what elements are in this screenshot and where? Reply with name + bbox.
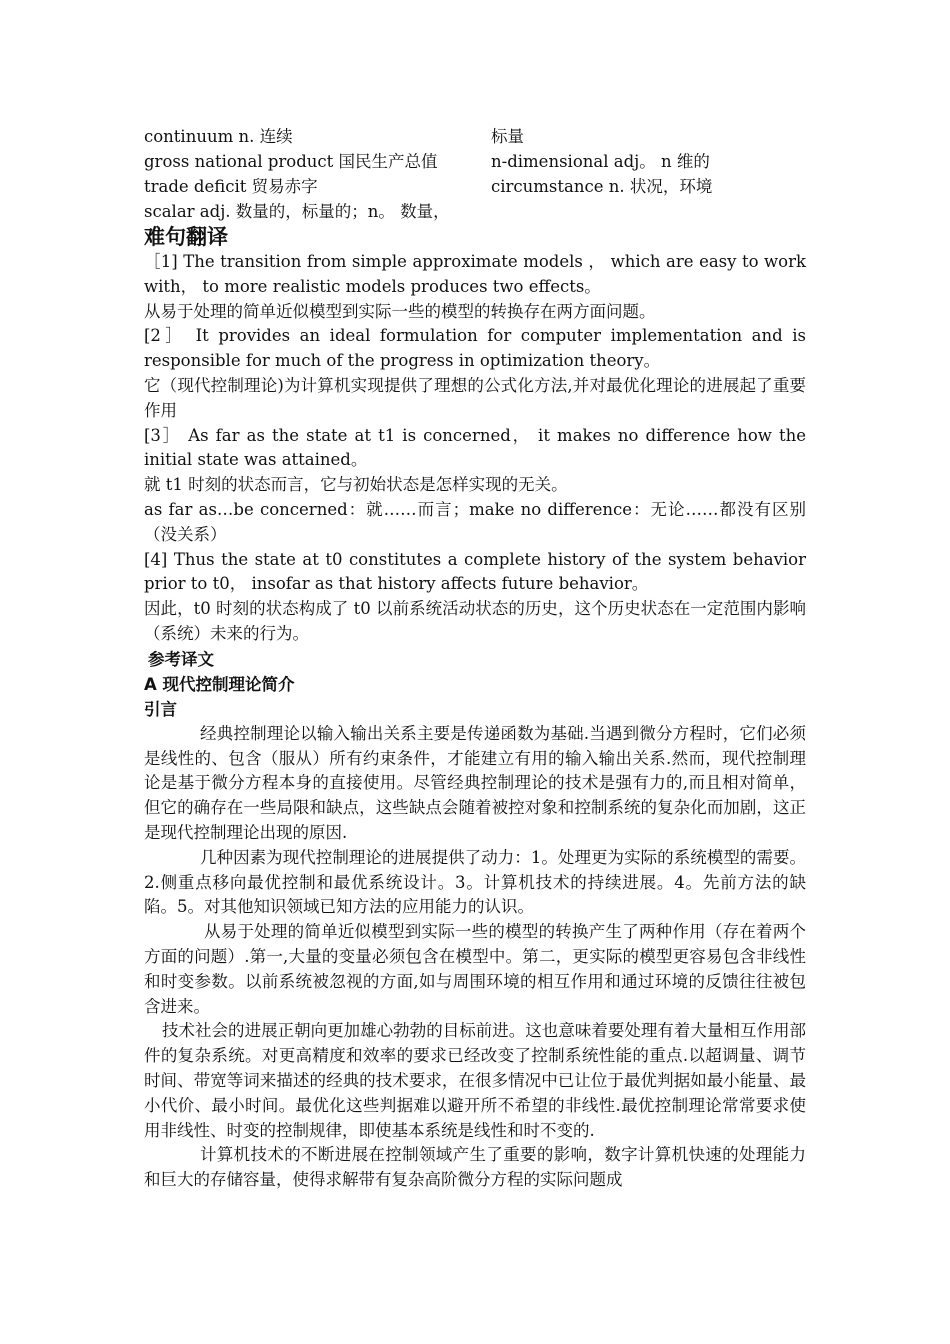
vocab-entry: trade deficit 贸易赤字 bbox=[144, 177, 318, 196]
reference-translation-heading: 参考译文 bbox=[148, 649, 214, 669]
translation-paragraph-4: 技术社会的进展正朝向更加雄心勃勃的目标前进。这也意味着要处理有着大量相互作用部件的复杂系统。对更高精度和效率的要求已经改变了控制系统性能的重点.以超调量、调节时间、带宽等词来描述的经典的技术要求，在很多情况中已让位于最优判据如最小能量、最小代价、最小时间。最优化这些判据难以避开所不希望的非线性.最优控制理论常常要求使用非线性、时变的控制规律，即使基本系统是线性和时不变的. bbox=[144, 1021, 806, 1140]
translation-paragraph-5: 计算机技术的不断进展在控制领域产生了重要的影响，数字计算机快速的处理能力和巨大的存储容量，使得求解带有复杂高阶微分方程的实际问题成 bbox=[144, 1145, 806, 1190]
sentence-3-note: as far as…be concerned：就……而言；make no difference：无论……都没有区别（没关系） bbox=[144, 499, 806, 544]
sentence-2-translation: 它（现代控制理论)为计算机实现提供了理想的公式化方法,并对最优化理论的进展起了重要作用 bbox=[144, 375, 806, 420]
translation-paragraph-1: 经典控制理论以输入输出关系主要是传递函数为基础.当遇到微分方程时，它们必须是线性的、包含（服从）所有约束条件，才能建立有用的输入输出关系.然而，现代控制理论是基于微分方程本身的直接使用。尽管经典控制理论的技术是强有力的,而且相对简单，但它的确存在一些局限和缺点，这些缺点会随着被控对象和控制系统的复杂化而加剧，这正是现代控制理论出现的原因. bbox=[144, 723, 806, 842]
translation-paragraph-2: 几种因素为现代控制理论的进展提供了动力：1。处理更为实际的系统模型的需要。2.侧重点移向最优控制和最优系统设计。3。计算机技术的持续进展。4。先前方法的缺陷。5。对其他知识领域已知方法的应用能力的认识。 bbox=[144, 847, 806, 917]
vocab-entry: continuum n. 连续 bbox=[144, 127, 293, 146]
vocab-entry: n-dimensional adj。 n 维的 bbox=[491, 152, 710, 171]
sentence-2-english: [2］ It provides an ideal formulation for computer implementation and is responsible for much of the progress in optimization theory。 bbox=[144, 326, 806, 371]
sentence-4-translation: 因此，t0 时刻的状态构成了 t0 以前系统活动状态的历史，这个历史状态在一定范围内影响（系统）未来的行为。 bbox=[144, 599, 806, 643]
difficult-sentences-heading: 难句翻译 bbox=[144, 225, 228, 249]
vocab-entry: gross national product 国民生产总值 bbox=[144, 152, 438, 171]
document-page bbox=[144, 124, 806, 1193]
vocab-entry: 标量 bbox=[491, 127, 524, 146]
introduction-title: 引言 bbox=[144, 699, 177, 719]
sentence-3-english: [3］ As far as the state at t1 is concerned， it makes no difference how the initial state was attained。 bbox=[144, 425, 806, 470]
sentence-1-translation: 从易于处理的简单近似模型到实际一些的模型的转换存在两方面问题。 bbox=[144, 301, 656, 321]
translation-paragraph-3: 从易于处理的简单近似模型到实际一些的模型的转换产生了两种作用（存在着两个方面的问题）.第一,大量的变量必须包含在模型中。第二，更实际的模型更容易包含非线性和时变参数。以前系统被忽视的方面,如与周围环境的相互作用和通过环境的反馈往往被包含进来。 bbox=[144, 922, 806, 1016]
vocab-entry: circumstance n. 状况，环境 bbox=[491, 177, 713, 196]
vocabulary-list bbox=[144, 124, 806, 224]
sentence-3-translation: 就 t1 时刻的状态而言，它与初始状态是怎样实现的无关。 bbox=[144, 475, 568, 495]
vocab-entry: scalar adj. 数量的，标量的；n。 数量， bbox=[144, 202, 450, 221]
sentence-4-english: [4] Thus the state at t0 constitutes a complete history of the system behavior prior to t0， insofar as that history affects future behavior。 bbox=[144, 549, 806, 594]
vocabulary-right-column bbox=[491, 124, 806, 199]
vocabulary-left-column bbox=[144, 124, 489, 224]
sentence-1-english: ［1] The transition from simple approximate models ， which are easy to work with， to more realistic models produces two effects。 bbox=[144, 252, 806, 296]
section-a-title: A 现代控制理论简介 bbox=[144, 674, 295, 694]
